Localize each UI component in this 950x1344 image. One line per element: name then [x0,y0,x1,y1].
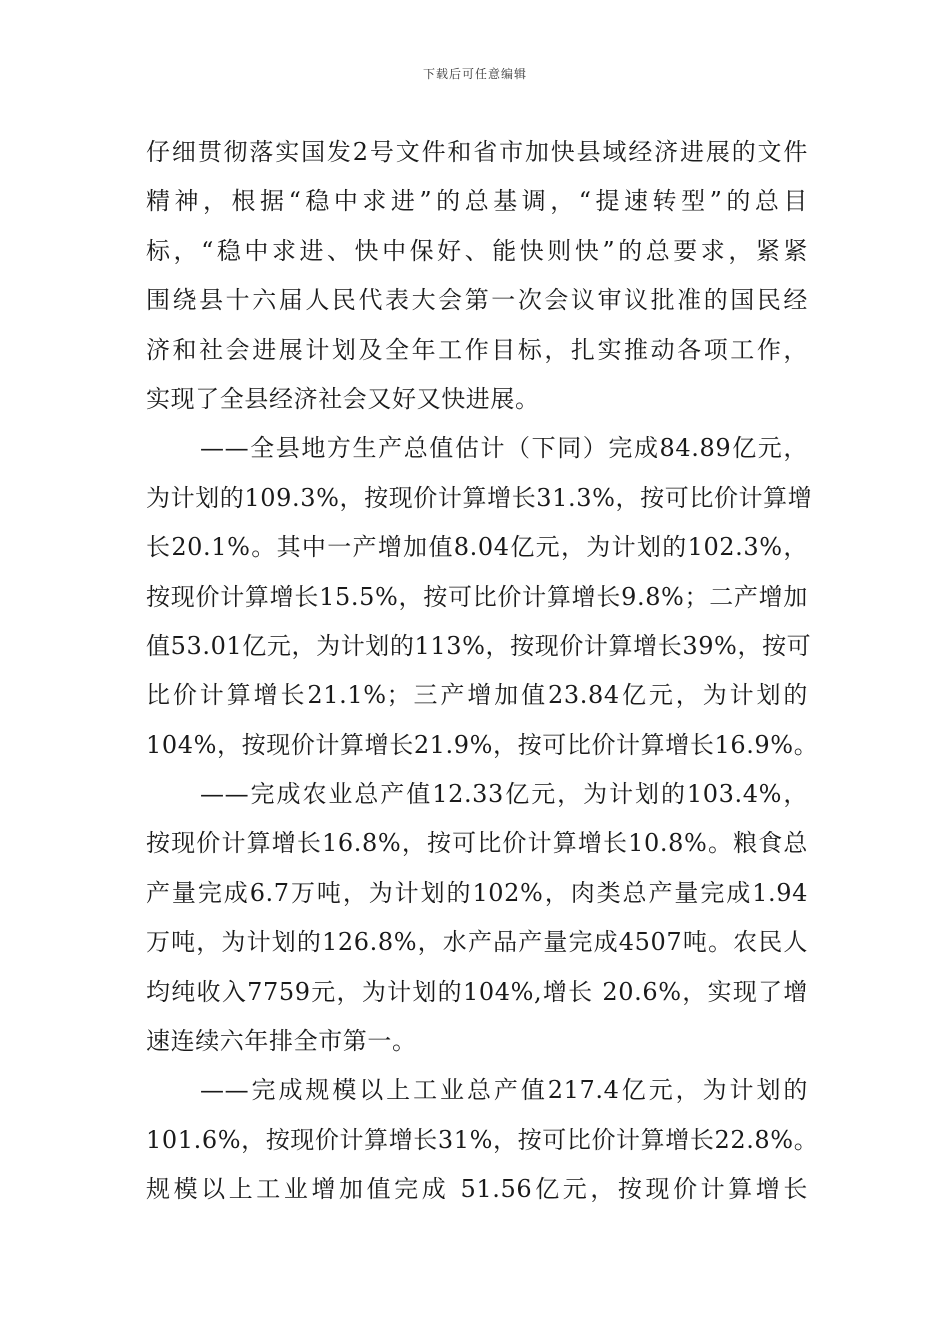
text-line: 实现了全县经济社会又好又快进展。 [146,384,540,413]
text-line: 按现价计算增长15.5%，按可比价计算增长9.8%；二产增加 [146,582,808,611]
text-line: 万吨，为计划的126.8%，水产品产量完成4507吨。农民人 [146,928,808,957]
text-line: 比价计算增长21.1%；三产增加值23.84亿元，为计划的 [146,681,808,710]
text-line: 精神，根据“稳中求进”的总基调，“提速转型”的总目 [146,187,808,216]
text-line: 104%，按现价计算增长21.9%，按可比价计算增长16.9%。 [146,730,819,759]
text-line: 规模以上工业增加值完成 51.56亿元，按现价计算增长 [146,1175,808,1204]
text-line: 101.6%，按现价计算增长31%，按可比价计算增长22.8%。 [146,1125,819,1154]
text-line: 为计划的109.3%，按现价计算增长31.3%，按可比价计算增 [146,483,813,512]
text-line: 济和社会进展计划及全年工作目标，扎实推动各项工作， [146,335,808,364]
text-line: 产量完成6.7万吨，为计划的102%，肉类总产量完成1.94 [146,878,808,907]
text-line: 长20.1%。其中一产增加值8.04亿元，为计划的102.3%， [146,533,808,562]
page-header: 下载后可任意编辑 [422,67,527,81]
text-line: 标，“稳中求进、快中保好、能快则快”的总要求，紧紧 [146,236,808,265]
text-line: 均纯收入7759元，为计划的104%,增长 20.6%，实现了增 [146,977,808,1006]
text-line: 值53.01亿元，为计划的113%，按现价计算增长39%，按可 [146,631,812,660]
text-line: 按现价计算增长16.8%，按可比价计算增长10.8%。粮食总 [146,829,808,858]
document-body [146,128,819,1215]
paragraph-start-line: ——完成规模以上工业总产值217.4亿元，为计划的 [200,1076,808,1105]
paragraph-start-line: ——完成农业总产值12.33亿元，为计划的103.4%， [200,780,808,809]
paragraph-start-line: ——全县地方生产总值估计（下同）完成84.89亿元， [200,434,808,463]
text-line: 仔细贯彻落实国发2号文件和省市加快县域经济进展的文件 [146,138,808,166]
text-line: 围绕县十六届人民代表大会第一次会议审议批准的国民经 [146,286,808,315]
text-line: 速连续六年排全市第一。 [146,1027,417,1056]
